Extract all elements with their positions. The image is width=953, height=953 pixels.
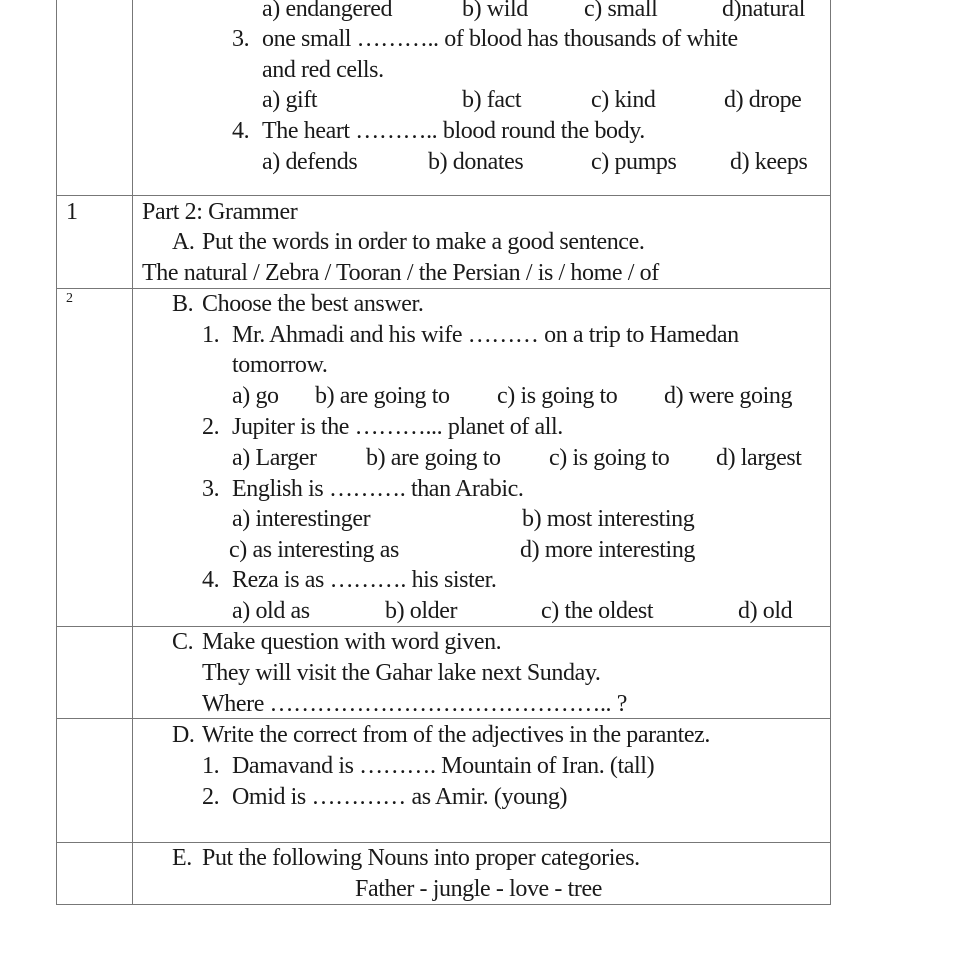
option: d) old [738,598,793,624]
option: a) defends [262,149,358,175]
question-number: 1. [202,753,220,779]
score-cell: 2 [66,291,73,306]
instruction: Put the following Nouns into proper categories. [202,845,640,871]
question-number: 3. [232,26,250,52]
option: d) more interesting [520,537,696,563]
option: b) older [385,598,458,624]
question-text: Jupiter is the ………... planet of all. [232,414,563,440]
option: a) go [232,383,279,409]
row-divider [56,718,831,719]
question-text: one small ……….. of blood has thousands of white [262,26,738,52]
table-border-bottom [56,904,831,905]
table-border-right [830,0,831,904]
question-number: 4. [232,118,250,144]
option: b) are going to [366,445,501,471]
question-number: 2. [202,414,220,440]
question-text: The heart ……….. blood round the body. [262,118,645,144]
noun-list: Father - jungle - love - tree [355,876,602,902]
section-letter: A. [172,229,195,255]
instruction: Write the correct from of the adjectives in the parantez. [202,722,710,748]
question-number: 1. [202,322,220,348]
question-number: 4. [202,567,220,593]
option: b) donates [428,149,524,175]
option: c) is going to [497,383,618,409]
option: a) gift [262,87,318,113]
question-number: 3. [202,476,220,502]
table-column-divider [132,0,133,904]
option: b) are going to [315,383,450,409]
option: a) interestinger [232,506,371,532]
score-cell: 1 [66,199,78,225]
option: a) Larger [232,445,317,471]
option: d) drope [724,87,802,113]
option: c) is going to [549,445,670,471]
option: d) keeps [730,149,808,175]
section-letter: E. [172,845,192,871]
option: c) as interesting as [229,537,399,563]
option: a) old as [232,598,310,624]
question-prompt: Where …………………………………….. ? [202,691,628,717]
option: c) the oldest [541,598,654,624]
option: a) endangered [262,0,393,22]
question-text: Omid is ………… as Amir. (young) [232,784,568,810]
option: c) kind [591,87,656,113]
option: b) wild [462,0,528,22]
row-divider [56,195,831,196]
table-border-left [56,0,57,904]
question-text: English is ………. than Arabic. [232,476,524,502]
row-divider [56,626,831,627]
section-letter: D. [172,722,195,748]
question-text: Damavand is ………. Mountain of Iran. (tall) [232,753,655,779]
option: b) fact [462,87,522,113]
option: d) largest [716,445,802,471]
instruction: Put the words in order to make a good sentence. [202,229,645,255]
question-text: Mr. Ahmadi and his wife ……… on a trip to Hamedan [232,322,739,348]
option: d)natural [722,0,806,22]
question-text: Reza is as ………. his sister. [232,567,497,593]
instruction: Make question with word given. [202,629,502,655]
section-title: Part 2: Grammer [142,199,298,225]
question-text: and red cells. [262,57,384,83]
row-divider [56,288,831,289]
scrambled-words: The natural / Zebra / Tooran / the Persian / is / home / of [142,260,659,286]
option: d) were going [664,383,793,409]
option: c) small [584,0,658,22]
section-letter: C. [172,629,194,655]
question-number: 2. [202,784,220,810]
option: b) most interesting [522,506,695,532]
question-text: tomorrow. [232,352,328,378]
instruction: Choose the best answer. [202,291,424,317]
given-sentence: They will visit the Gahar lake next Sunday. [202,660,601,686]
section-letter: B. [172,291,194,317]
row-divider [56,842,831,843]
option: c) pumps [591,149,677,175]
